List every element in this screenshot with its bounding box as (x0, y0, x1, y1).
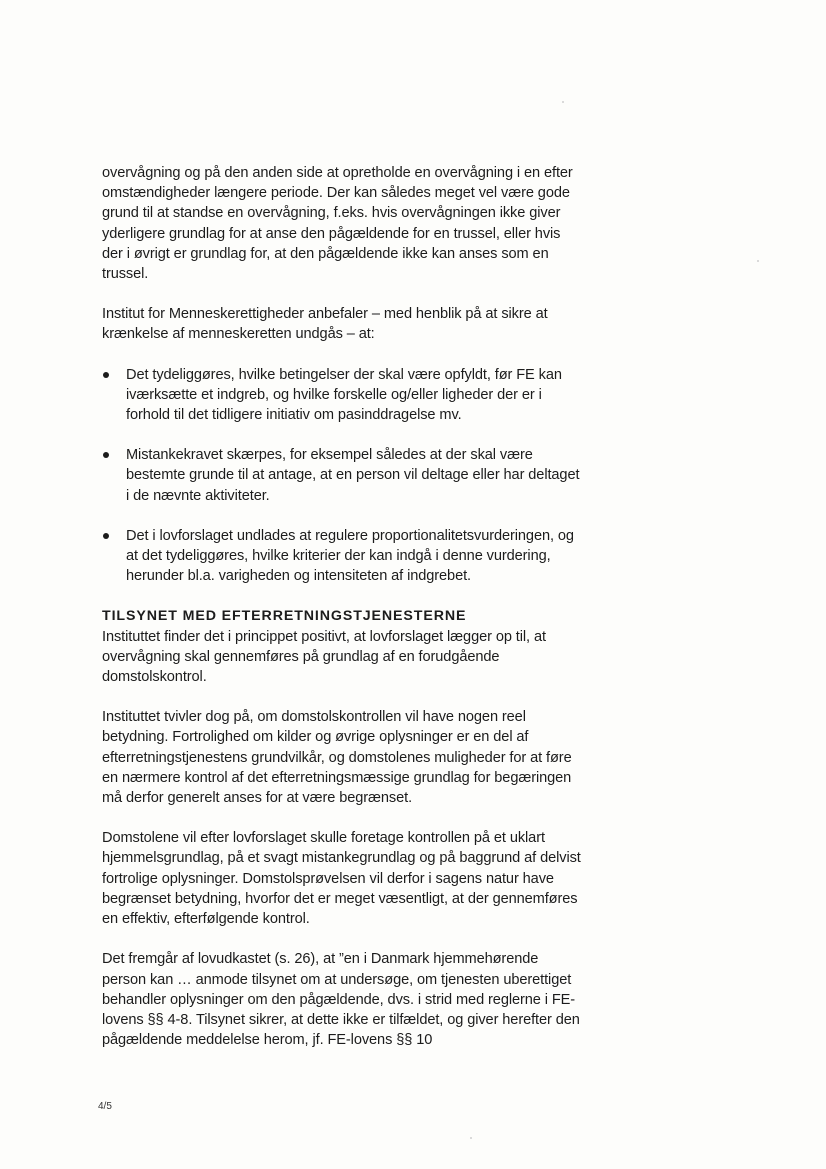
list-item (102, 445, 582, 506)
list-item-text: Det tydeliggøres, hvilke betingelser der skal være opfyldt, før FE kan iværksætte et indgreb, og hvilke forskelle og/eller ligheder der er i forhold til det tidligere initiativ om pasinddragelse mv. (126, 366, 562, 424)
paragraph: Institut for Menneskerettigheder anbefaler – med henblik på at sikre at krænkelse af menneskeretten undgås – at: (102, 306, 548, 343)
recommendation-list (102, 365, 582, 587)
paragraph: Instituttet finder det i princippet positivt, at lovforslaget lægger op til, at overvågning skal gennemføres på grundlag af en forudgående domstolskontrol. (102, 628, 546, 686)
list-item-text: Det i lovforslaget undlades at regulere proportionalitetsvurderingen, og at det tydeliggøres, hvilke kriterier der kan indgå i denne vurdering, herunder bl.a. varigheden og intensiteten af indgrebet. (126, 527, 574, 585)
scan-speck (562, 101, 564, 103)
bullet-icon (103, 452, 109, 458)
bullet-icon (103, 372, 109, 378)
list-item (102, 365, 582, 426)
scan-speck (757, 260, 759, 262)
scan-speck (470, 1137, 472, 1139)
paragraph: overvågning og på den anden side at opretholde en overvågning i en efter omstændigheder længere periode. Der kan således meget vel være gode grund til at standse en overvågning, f.eks. hvis overvågningen ikke giver yderligere grundlag for at anse den pågældende for en trussel, eller hvis der i øvrigt er grundlag for, at den pågældende ikke kan anses som en trussel. (102, 165, 573, 283)
list-item (102, 526, 582, 587)
bullet-icon (103, 533, 109, 539)
body-text (102, 163, 582, 1050)
paragraph: Det fremgår af lovudkastet (s. 26), at ”en i Danmark hjemmehørende person kan … anmode tilsynet om at undersøge, om tjenesten uberettiget behandler oplysninger om den pågældende, dvs. i strid med reglerne i FE-lovens §§ 4-8. Tilsynet sikrer, at dette ikke er tilfældet, og giver herefter den pågældende meddelelse herom, jf. FE-lovens §§ 10 (102, 951, 580, 1049)
page-number: 4/5 (98, 1101, 112, 1112)
paragraph: Domstolene vil efter lovforslaget skulle foretage kontrollen på et uklart hjemmelsgrundlag, på et svagt mistankegrundlag og på baggrund af delvist fortrolige oplysninger. Domstolsprøvelsen vil derfor i sagens natur have begrænset betydning, hvorfor det er meget væsentligt, at der gennemføres en effektiv, efterfølgende kontrol. (102, 830, 581, 928)
list-item-text: Mistankekravet skærpes, for eksempel således at der skal være bestemte grunde til at antage, at en person vil deltage eller har deltaget i de nævnte aktiviteter. (126, 447, 580, 504)
section-heading: TILSYNET MED EFTERRETNINGSTJENESTERNE (102, 608, 467, 625)
paragraph: Instituttet tvivler dog på, om domstolskontrollen vil have nogen reel betydning. Fortrolighed om kilder og øvrige oplysninger er en del af efterretningstjenestens grundvilkår, og domstolenes muligheder for at føre en nærmere kontrol af det efterretningsmæssige grundlag for begæringen må derfor generelt anses for at være begrænset. (102, 709, 572, 807)
